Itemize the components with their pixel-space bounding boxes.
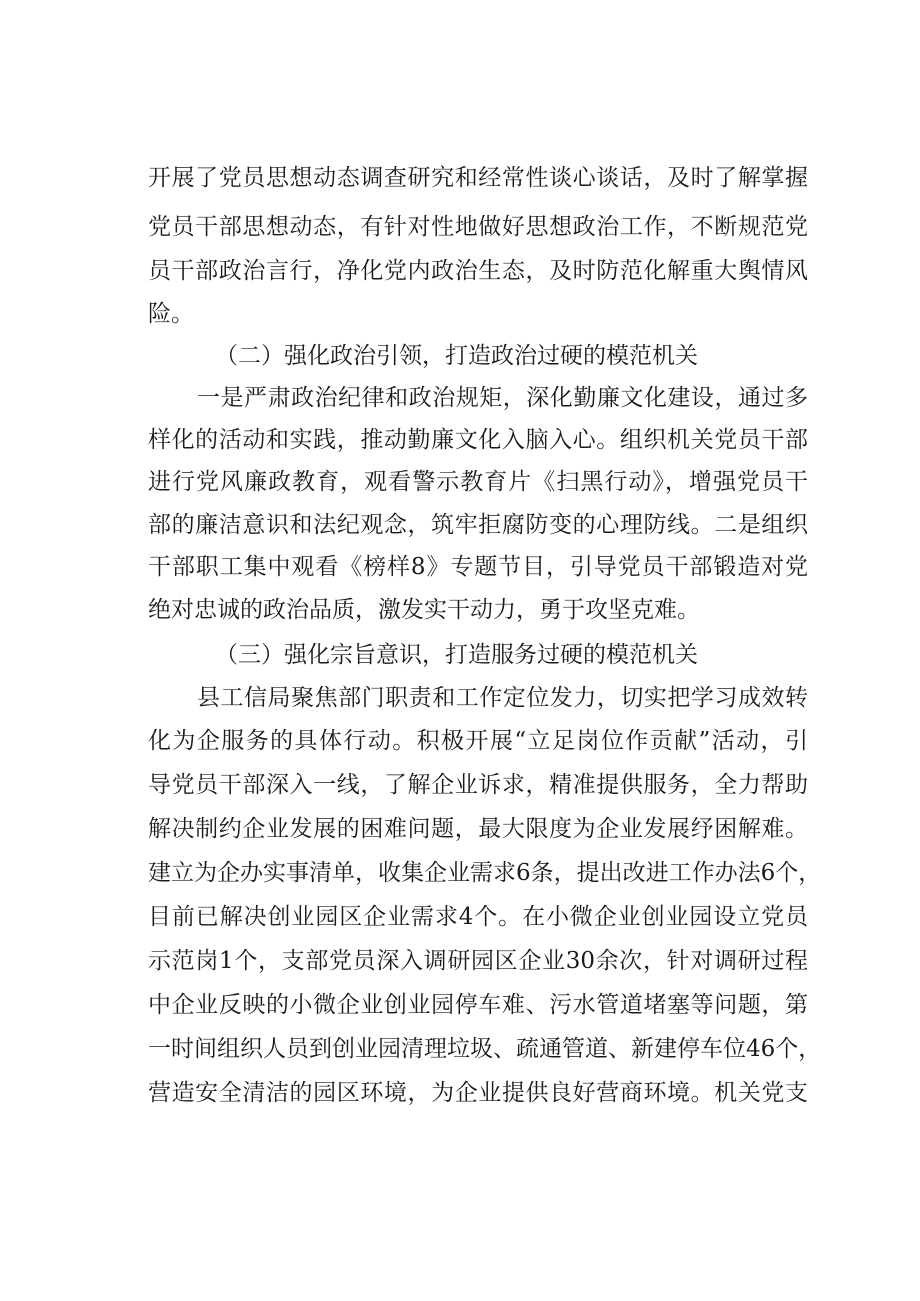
paragraph-line: 县工信局聚焦部门职责和工作定位发力，切实把学习成效转 xyxy=(197,685,808,711)
paragraph-line: 开展了党员思想动态调查研究和经常性谈心谈话，及时了解掌握 xyxy=(148,165,808,191)
paragraph-line: 解决制约企业发展的困难问题，最大限度为企业发展纾困解难。 xyxy=(148,816,808,842)
paragraph-line: 部的廉洁意识和法纪观念，筑牢拒腐防变的心理防线。二是组织 xyxy=(148,512,808,538)
paragraph-line: 目前已解决创业园区企业需求4个。在小微企业创业园设立党员 xyxy=(148,904,808,930)
paragraph-line: 干部职工集中观看《榜样8》专题节目，引导党员干部锻造对党 xyxy=(148,554,808,580)
paragraph-line: 绝对忠诚的政治品质，激发实干动力，勇于攻坚克难。 xyxy=(148,597,700,623)
section-heading: （二）强化政治引领，打造政治过硬的模范机关 xyxy=(215,343,698,369)
paragraph-line: 员干部政治言行，净化党内政治生态，及时防范化解重大舆情风 xyxy=(148,258,808,284)
paragraph-line: 建立为企办实事清单，收集企业需求6条，提出改进工作办法6个， xyxy=(148,860,822,886)
section-heading: （三）强化宗旨意识，打造服务过硬的模范机关 xyxy=(215,642,698,668)
paragraph-line: 营造安全清洁的园区环境，为企业提供良好营商环境。机关党支 xyxy=(148,1080,808,1106)
paragraph-line: 化为企服务的具体行动。积极开展“立足岗位作贡献”活动，引 xyxy=(148,728,808,754)
paragraph-line: 样化的活动和实践，推动勤廉文化入脑入心。组织机关党员干部 xyxy=(148,427,808,453)
paragraph-line: 示范岗1个，支部党员深入调研园区企业30余次，针对调研过程 xyxy=(148,948,808,974)
paragraph-line: 导党员干部深入一线，了解企业诉求，精准提供服务，全力帮助 xyxy=(148,772,808,798)
paragraph-line: 进行党风廉政教育，观看警示教育片《扫黑行动》，增强党员干 xyxy=(148,469,808,495)
paragraph-line: 一是严肃政治纪律和政治规矩，深化勤廉文化建设，通过多 xyxy=(197,385,808,411)
paragraph-line: 一时间组织人员到创业园清理垃圾、疏通管道、新建停车位46个， xyxy=(148,1036,822,1062)
paragraph-line: 党员干部思想动态，有针对性地做好思想政治工作，不断规范党 xyxy=(148,214,808,240)
paragraph-line: 险。 xyxy=(148,301,194,327)
paragraph-line: 中企业反映的小微企业创业园停车难、污水管道堵塞等问题，第 xyxy=(148,992,808,1018)
